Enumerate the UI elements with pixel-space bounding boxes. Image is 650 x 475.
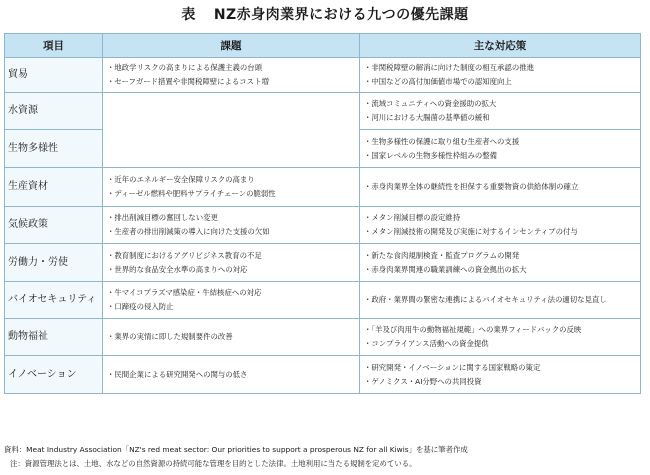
table-row [5,93,641,130]
row-item-inputs: 生産資材 [5,168,103,207]
row-item-water: 水資源 [5,93,103,130]
table-row [5,244,641,282]
table-row [5,356,641,394]
row-item-climate: 気候政策 [5,207,103,244]
row-item-biosecurity: バイオセキュリティ [5,282,103,319]
issue-line: ・民間企業による研究開発への関与の低さ [107,369,248,379]
response-line: ・メタン削減目標の設定維持 [364,213,461,222]
table-row [5,168,641,207]
response-cell [360,282,641,319]
response-line: ・赤身肉業界全体の継続性を担保する重要物資の供給体制の確立 [364,182,579,191]
issue-line: ・業界の実情に即した規制要件の改善 [107,332,233,341]
response-line: ・生物多様性の保護に取り組む生産者への支援 [364,136,520,146]
row-item-welfare: 動物福祉 [5,319,103,356]
issue-line: ・地政学リスクの高まりによる保護主義の台頭 [107,63,263,72]
issue-cell [103,168,360,207]
response-line: ・中国などの高付加価値市場での認知度向上 [364,77,512,86]
issue-line: ・教育制度におけるアグリビジネス教育の不足 [107,250,262,260]
issue-cell [103,58,360,93]
response-line: ・研究開発・イノベーションに関する国家戦略の策定 [364,362,541,372]
header-issue: 課題 [103,34,360,58]
response-line: ・河川における大腸菌の基準値の緩和 [364,113,490,122]
issue-cell [103,207,360,244]
footnote: 注：資源管理法とは、土地、水などの自然資源の持続可能な管理を目的とした法律。土地利用に当たる規制を定めている。 [10,459,417,468]
issue-line: ・世界的な食品安全水準の高まりへの対応 [107,264,248,274]
response-line: ・ゲノミクス・AI分野への共同投資 [364,376,482,386]
issue-line: ・セーフガード措置や非関税障壁によるコスト増 [107,77,269,86]
response-cell [360,93,641,130]
response-line: ・非関税障壁の解消に向けた制度の相互承認の推進 [364,63,534,72]
issue-line: ・口蹄疫の侵入防止 [107,302,174,311]
issue-cell [103,244,360,282]
issue-line: ・ディーゼル燃料や肥料サプライチェーンの脆弱性 [107,189,276,198]
table-row [5,282,641,319]
issue-line: ・排出削減目標の奮回しない変更 [107,213,218,222]
issue-cell-merged [103,93,360,168]
row-item-trade: 貿易 [5,58,103,93]
row-item-innovation: イノベーション [5,356,103,394]
issue-line: ・近年のエネルギー安全保障リスクの高まり [107,175,255,184]
table-label: 表 [181,7,196,23]
table-row [5,207,641,244]
issue-line: ・生産者の排出削減策の導入に向けた支援の欠如 [107,227,270,236]
header-row [5,34,641,58]
table-title [0,4,650,24]
row-item-labour: 労働力・労使 [5,244,103,282]
response-cell [360,130,641,168]
response-cell [360,168,641,207]
response-line: ・コンプライアンス活動への資金提供 [364,339,489,348]
issue-cell [103,356,360,394]
response-line: ・メタン削減技術の開発及び実施に対するインセンティブの付与 [364,227,578,236]
response-line: ・国家レベルの生物多様性枠組みの整備 [364,150,498,160]
priority-table [4,33,641,394]
response-line: ・政府・業界間の緊密な連携によるバイオセキュリティ法の適切な見直し [364,295,607,304]
response-cell [360,58,641,93]
table-row [5,58,641,93]
response-line: ・新たな食肉規制検査・監査プログラムの開発 [364,250,520,260]
issue-cell [103,319,360,356]
response-line: ・流域コミュニティへの資金援助の拡大 [364,99,497,108]
header-item: 項目 [5,34,103,58]
response-line: ・赤身肉業界関連の職業訓練への資金拠出の拡大 [364,264,527,274]
issue-line: ・牛マイコプラズマ感染症・牛結核症への対応 [107,288,262,297]
response-cell [360,244,641,282]
response-cell [360,356,641,394]
title-text: NZ赤身肉業界における九つの優先課題 [213,7,469,23]
response-cell [360,207,641,244]
issue-cell [103,282,360,319]
row-item-biodiversity: 生物多様性 [5,130,103,168]
response-line: ・「羊及び肉用牛の動物福祉規範」への業界フィードバックの反映 [364,325,582,334]
header-response: 主な対応策 [360,34,641,58]
response-cell [360,319,641,356]
table-row [5,319,641,356]
source-note: 資料：Meat Industry Association「NZ's red meat sector: Our priorities to support a prosperous NZ for all Kiwis」を基に筆者作成 [4,445,468,454]
